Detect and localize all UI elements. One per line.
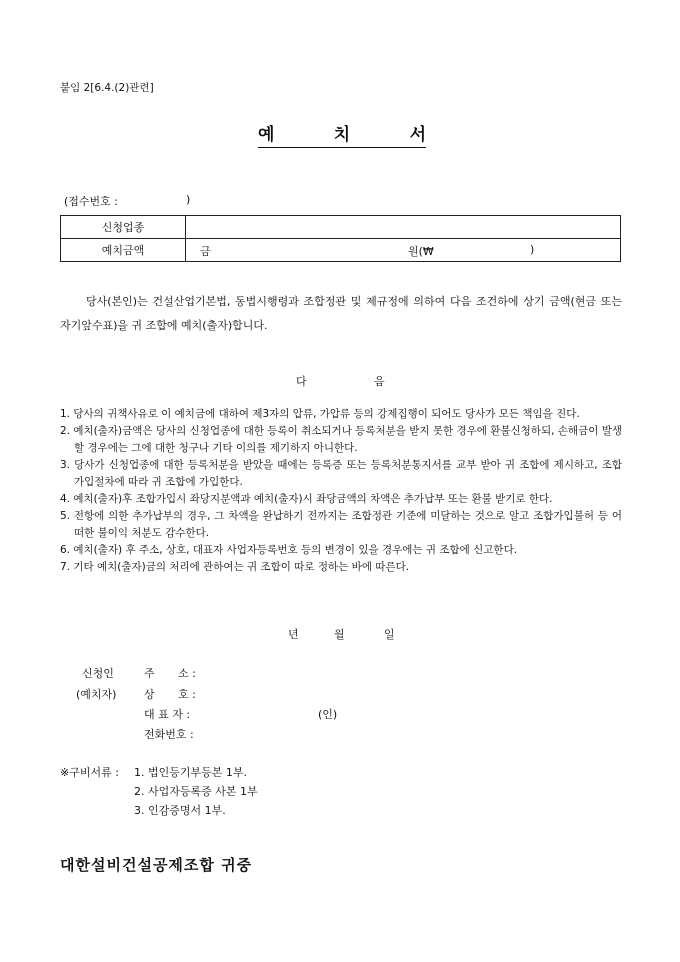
date-month: 월 [334,628,345,641]
document-title [258,120,426,148]
depositor-label: (예치자) [76,688,117,701]
date-year: 년 [288,628,299,641]
table-row [61,216,621,239]
deposit-info-table [60,215,621,262]
heading-left: 다 [296,375,307,388]
receipt-number [64,193,191,209]
business-type-label: 신청업종 [61,216,186,239]
list-item: 3. 인감증명서 1부. [134,804,226,817]
representative-label: 대 표 자 : [144,708,191,721]
list-item: 3. 당사가 신청업종에 대한 등록처분을 받았을 때에는 등록증 또는 등록처분통지서를 교부 받아 귀 조합에 제시하고, 조합 가입절차에 따라 귀 조합에 가입한다. [60,459,622,488]
recipient-footer: 대한설비건설공제조합 귀중 [60,856,253,874]
receipt-number-label: (접수번호 : [64,195,118,208]
list-item: 6. 예치(출자) 후 주소, 상호, 대표자 사업자등록번호 등의 변경이 있을 경우에는 귀 조합에 신고한다. [60,544,518,556]
title-char-3: 서 [409,125,426,145]
amount-won-label: 원(₩ [408,245,434,258]
list-item: 2. 사업자등록증 사본 1부 [134,785,258,798]
terms-list [60,406,622,576]
title-char-2: 치 [333,125,351,145]
heading-right: 음 [374,375,385,388]
list-item: 1. 법인등기부등본 1부. [134,766,247,779]
list-item: 2. 예치(출자)금액은 당사의 신청업종에 대한 등록이 취소되거나 등록처분을 받지 못한 경우에 환불신청하되, 손해금이 발생할 경우에는 그에 대한 청구나 기타 이의를 제기하지 아니한다. [60,425,622,454]
receipt-number-close: ) [186,193,191,206]
business-type-value[interactable] [186,216,621,239]
company-name-label-a: 상 [144,688,155,701]
intro-paragraph: 당사(본인)는 건설산업기본법, 동법시행령과 조합정관 및 제규정에 의하여 다음 조건하에 상기 금액(현금 또는 자기앞수표)을 귀 조합에 예치(출자)합니다. [60,295,622,332]
list-item: 4. 예치(출자)후 조합가입시 좌당지분액과 예치(출자)시 좌당금액의 차액은 추가납부 또는 환불 받기로 한다. [60,493,553,505]
list-item: 1. 당사의 귀책사유로 이 예치금에 대하여 제3자의 압류, 가압류 등의 강제집행이 되어도 당사가 모든 책임을 진다. [60,408,580,420]
deposit-amount-label: 예치금액 [61,239,186,262]
deposit-amount-value[interactable] [186,239,621,262]
annex-label: 붙임 2[6.4.(2)관련] [60,82,154,94]
phone-label: 전화번호 : [144,728,194,741]
required-docs-label: ※구비서류 : [60,766,119,779]
amount-prefix: 금 [200,245,211,258]
list-item: 7. 기타 예치(출자)금의 처리에 관하여는 귀 조합이 따로 정하는 바에 따른다. [60,561,410,573]
seal-mark: (인) [318,708,338,721]
list-item: 5. 전항에 의한 추가납부의 경우, 그 차액을 완납하기 전까지는 조합정관 기준에 미달하는 것으로 알고 조합가입불허 등 어떠한 불이익 처분도 감수한다. [60,510,622,539]
amount-close: ) [530,243,535,256]
address-label-b: 소 : [178,667,196,680]
date-day: 일 [384,628,395,641]
applicant-label: 신청인 [82,667,114,680]
address-label-a: 주 [144,667,155,680]
title-char-1: 예 [258,125,275,145]
company-name-label-b: 호 : [178,688,196,701]
table-row [61,239,621,262]
